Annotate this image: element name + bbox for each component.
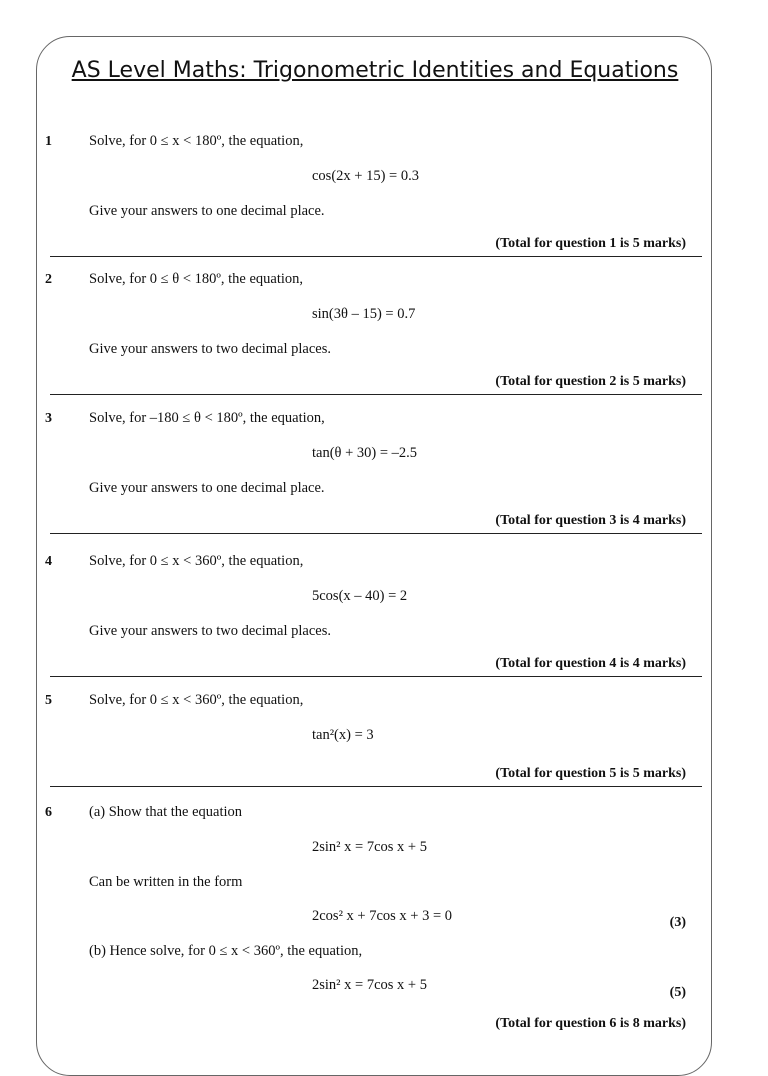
question-total: (Total for question 2 is 5 marks)	[495, 374, 686, 389]
divider	[50, 256, 702, 257]
question-total: (Total for question 6 is 8 marks)	[495, 1016, 686, 1031]
question-total: (Total for question 1 is 5 marks)	[495, 236, 686, 251]
part-marks: (3)	[669, 915, 686, 930]
question-instruction: Give your answers to two decimal places.	[89, 623, 331, 639]
question-equation: 2sin² x = 7cos x + 5	[312, 839, 427, 855]
question-equation: 2cos² x + 7cos x + 3 = 0	[312, 908, 453, 924]
question-instruction: Give your answers to two decimal places.	[89, 341, 331, 357]
question-number: 6	[45, 805, 52, 820]
question-intro: Solve, for 0 ≤ x < 360º, the equation,	[89, 692, 304, 708]
question-number: 2	[45, 272, 52, 287]
question-equation: 5cos(x – 40) = 2	[312, 588, 408, 604]
question-equation: sin(3θ – 15) = 0.7	[312, 306, 416, 322]
question-part-a: (a) Show that the equation	[89, 804, 243, 820]
question-total: (Total for question 4 is 4 marks)	[495, 656, 686, 671]
question-total: (Total for question 3 is 4 marks)	[495, 513, 686, 528]
divider	[50, 394, 702, 395]
question-number: 3	[45, 411, 52, 426]
question-number: 4	[45, 554, 52, 569]
part-marks: (5)	[669, 985, 686, 1000]
question-total: (Total for question 5 is 5 marks)	[495, 766, 686, 781]
question-number: 5	[45, 693, 52, 708]
question-equation: 2sin² x = 7cos x + 5	[312, 977, 427, 993]
question-equation: tan(θ + 30) = –2.5	[312, 445, 418, 461]
divider	[50, 676, 702, 677]
question-form-text: Can be written in the form	[89, 874, 243, 890]
question-equation: tan²(x) = 3	[312, 727, 374, 743]
question-intro: Solve, for 0 ≤ x < 180º, the equation,	[89, 133, 304, 149]
question-number: 1	[45, 134, 52, 149]
page-title: AS Level Maths: Trigonometric Identities and Equations	[71, 58, 679, 83]
question-instruction: Give your answers to one decimal place.	[89, 203, 325, 219]
question-intro: Solve, for 0 ≤ x < 360º, the equation,	[89, 553, 304, 569]
question-intro: Solve, for –180 ≤ θ < 180º, the equation,	[89, 410, 325, 426]
divider	[50, 533, 702, 534]
question-intro: Solve, for 0 ≤ θ < 180º, the equation,	[89, 271, 304, 287]
question-equation: cos(2x + 15) = 0.3	[312, 168, 419, 184]
question-instruction: Give your answers to one decimal place.	[89, 480, 325, 496]
divider	[50, 786, 702, 787]
question-part-b: (b) Hence solve, for 0 ≤ x < 360º, the equation,	[89, 943, 363, 959]
